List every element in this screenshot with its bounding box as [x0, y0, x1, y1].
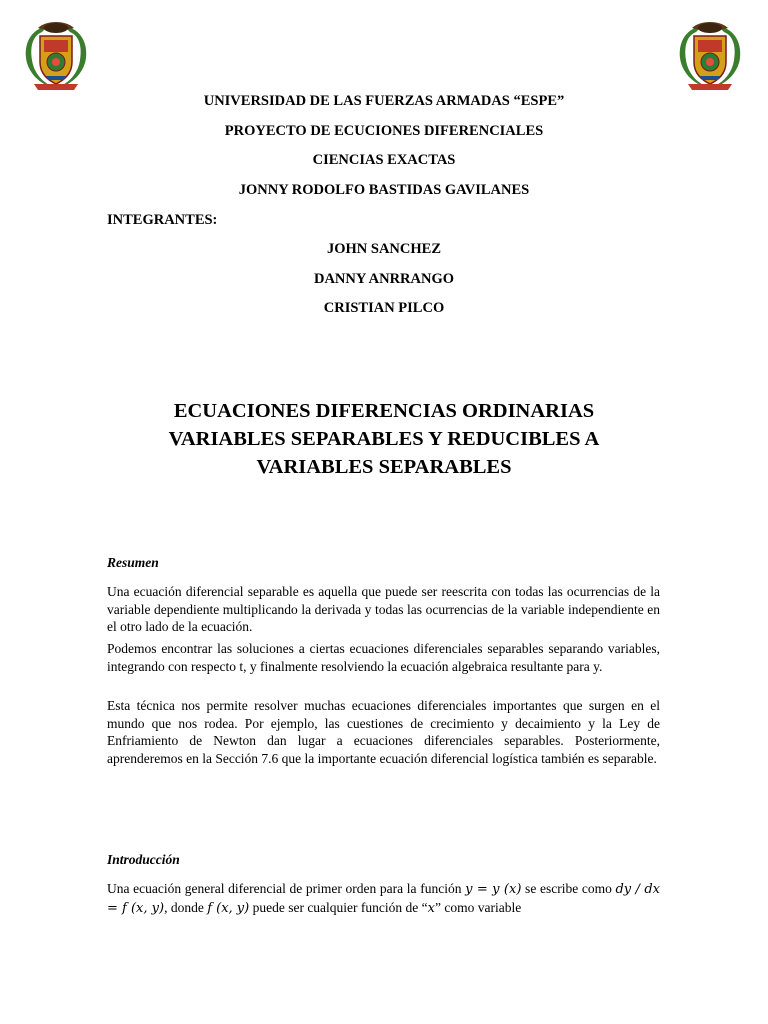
abstract-paragraph: Esta técnica nos permite resolver muchas ecuaciones diferenciales importantes que surgen en el mundo que nos rodea. Por ejemplo, las cuestiones de crecimiento y decaimiento y la Ley de Enfriamiento de Newton dan lugar a ecuaciones diferenciales separables. Posteriormente, aprenderemos en la Sección 7.6 que la importante ecuación diferencial logística también es separable. — [107, 698, 660, 766]
document-title — [90, 397, 678, 481]
equation: y = y (x) — [465, 882, 522, 897]
introduction-heading: Introducción — [107, 852, 180, 867]
member-name: CRISTIAN PILCO — [323, 300, 445, 316]
equation: x — [427, 900, 435, 916]
equation: dy / dx = f (x, y) — [107, 882, 661, 916]
abstract-paragraph: Una ecuación diferencial separable es aquella que puede ser reescrita con todas las ocurrencias de la variable dependiente multiplicando la derivada y todas las ocurrencias de la variable independiente en el otro lado de la ecuación. — [107, 584, 660, 634]
title-line: ECUACIONES DIFERENCIAS ORDINARIAS — [173, 400, 595, 422]
teacher-name: JONNY RODOLFO BASTIDAS GAVILANES — [238, 182, 530, 198]
title-line: VARIABLES SEPARABLES — [256, 456, 512, 478]
member-name: JOHN SANCHEZ — [326, 241, 441, 257]
title-line: VARIABLES SEPARABLES Y REDUCIBLES A — [168, 428, 600, 450]
introduction-paragraph: Una ecuación general diferencial de primer orden para la función y = y (x) se escribe como dy / dx = f (x, y), donde f (x, y) puede ser cualquier función de “x” como variable — [107, 881, 661, 916]
member-name: DANNY ANRRANGO — [313, 271, 455, 287]
department-name: CIENCIAS EXACTAS — [312, 152, 456, 168]
abstract-heading: Resumen — [107, 555, 159, 570]
university-crest-right-icon — [672, 18, 748, 94]
members-label: INTEGRANTES: — [107, 212, 218, 228]
abstract-paragraph: Podemos encontrar las soluciones a ciertas ecuaciones diferenciales separables separando variables, integrando con respecto t, y finalmente resolviendo la ecuación algebraica resultante para y. — [107, 641, 660, 674]
university-name: UNIVERSIDAD DE LAS FUERZAS ARMADAS “ESPE” — [203, 93, 565, 109]
equation: f (x, y) — [207, 900, 250, 916]
university-crest-left-icon — [18, 18, 94, 94]
project-name: PROYECTO DE ECUCIONES DIFERENCIALES — [224, 123, 544, 139]
